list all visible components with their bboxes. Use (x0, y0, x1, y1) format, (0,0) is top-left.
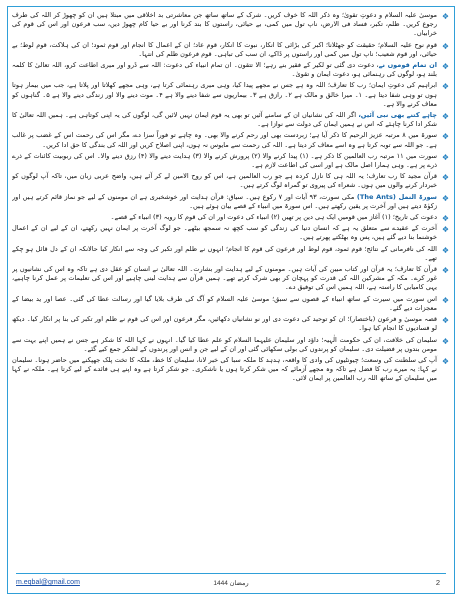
paragraph-item (12, 131, 450, 149)
paragraph-text: قصہ موسیٰ و فرعون (باختصار)؛ ان کو توحید کی دعوت دی اور نو نشانیاں دکھائیں، مگر فرعون اور اس کی قوم نے ظلم اور تکبر کی بنا پر انکار کیا۔ دیکھ لو فسادیوں کا انجام کیا ہوا۔ (12, 315, 437, 333)
paragraph-item (12, 265, 450, 293)
paragraph-heading: سورۃ النمل (The Ants) (356, 192, 437, 201)
paragraph-item (12, 61, 450, 79)
bullet-icon: ❖ (441, 214, 450, 224)
paragraph-text: اللہ کی نافرمانی کے نتائج؛ قوم ثمود، قوم لوط اور فرعون کی قوم کا انجام؛ انہوں نے ظلم اور تکبر کی وجہ سے انکار کیا حالانکہ ان کے دل قائل ہو چکے تھے۔ (12, 244, 437, 262)
paragraph-item (12, 41, 450, 59)
bullet-icon: ❖ (441, 336, 450, 346)
paragraph-item (12, 81, 450, 109)
document-page (7, 6, 455, 594)
bullet-icon: ❖ (441, 316, 450, 326)
paragraph-item (12, 245, 450, 263)
paragraph-item (12, 193, 450, 211)
bullet-icon: ❖ (441, 82, 450, 92)
footer-email-link[interactable]: m.eqbal@gmail.com (16, 579, 80, 586)
paragraph-text: قرآن مجید کا رب تعارف؛ یہ اللہ ہی کا نازل کردہ ہے جو رب العالمین ہے، اس کو روح الامین لے کر آئے ہیں، واضح عربی زبان میں، تاکہ آپ لوگوں کو خبردار کرنے والوں میں ہوں۔ شعراء کی پیروی تو گمراہ لوگ کرتے ہیں۔ (12, 172, 437, 190)
paragraph-text: سورت میں ۱۱ مرتبہ رب العالمین کا ذکر ہے۔ (۱) پیدا کرنے والا (۲) پرورش کرنے والا (۳) ہدایت دینے والا (۴) رزق دینے والا۔ اس کی ربوبیت کائنات کے ذرے ذرے پر ہے۔ وہی ہمارا اصل مالک ہے اور اسی کی اطاعت لازم ہے۔ (12, 151, 437, 170)
paragraph-text: سلیمان کی خلافت، ان کی حکومت الٰہیہ؛ داؤد اور سلیمان علیہما السلام کو علم عطا کیا گیا۔ انہوں نے کہا اللہ کا شکر ہے جس نے ہمیں اپنے بہت سے مومن بندوں پر فضیلت دی۔ سلیمان کو پرندوں کی بولی سکھائی گئی اور ان کے لیے جن و انس اور پرندوں کے لشکر جمع کیے گئے۔ (12, 335, 437, 353)
bullet-icon: ❖ (441, 12, 450, 21)
bullet-icon: ❖ (441, 41, 450, 51)
bullet-icon: ❖ (441, 193, 450, 203)
paragraph-text: آپ کی سلطنت کی وسعت؛ چیونٹیوں کی وادی کا واقعہ، ہدہد کا ملکہ سبا کی خبر لانا، سلیمان کا خط، ملکہ کا تخت پلک جھپکنے میں حاضر ہونا۔ سلیمان نے کہا: یہ میرے رب کا فضل ہے تاکہ وہ مجھے آزمائے کہ میں شکر کرتا ہوں یا ناشکری۔ جو شکر کرتا ہے وہ اپنے ہی فائدے کے لیے کرتا ہے۔ ملکہ نے کہا میں سلیمان کے ساتھ اللہ رب العالمین پر ایمان لائی۔ (12, 355, 437, 383)
paragraph-text: آخرت کے عقیدے سے متعلق یہ ہے کہ انسان دنیا کی زندگی کو سب کچھ نہ سمجھ بیٹھے۔ جو لوگ آخرت پر ایمان نہیں رکھتے، ان کے لیے ان کے اعمال خوشنما بنا دیے گئے ہیں، پس وہ بھٹکتے پھرتے ہیں۔ (12, 224, 437, 242)
paragraph-item (12, 356, 450, 384)
bullet-icon: ❖ (441, 152, 450, 162)
bullet-icon: ❖ (441, 132, 450, 142)
bullet-icon: ❖ (441, 245, 450, 255)
paragraph-text: سورۃ میں ۸ مرتبہ عزیز الرحیم کا ذکر آیا ہے؛ زبردست بھی اور رحم کرنے والا بھی۔ وہ چاہے تو فوراً سزا دے، مگر اس کی رحمت اس کے غضب پر غالب ہے۔ جو اللہ سے توبہ کرتا ہے وہ اسے معاف کر دیتا ہے۔ اللہ کی رحمت سے مایوس نہ ہوں، اپنی اصلاح کریں اور اللہ کی بندگی کا حق ادا کریں۔ (12, 131, 437, 149)
page-number: 2 (435, 578, 440, 587)
paragraph-item (12, 336, 450, 354)
bullet-icon: ❖ (441, 266, 450, 276)
bullet-icon: ❖ (441, 173, 450, 183)
paragraph-text: موسیٰ علیہ السلام و دعوتِ تقویٰ؛ وہ ذکر اللہ کا خوف کریں۔ شرک کے ساتھ ساتھ جن معاشرتی بد اخلاقی میں مبتلا ہیں ان کو چھوڑ کر اللہ کی طرف رجوع کریں۔ ظلم، تکبر، فساد فی الارض، ناپ تول میں کمی، بے حیائی، راستوں کا بند کرنا اور بے حیا کام چھوڑ دیں، سب فرعون اور اس کی قوم کی خرابیاں۔ (12, 11, 437, 38)
paragraph-text: سورۃ النمل (The Ants) مکی سورت، ۹۳ آیات اور ۷ رکوع ہیں۔ سیاق: قرآن ہدایت اور خوشخبری ہے ان مومنوں کے لیے جو نماز قائم کرتے ہیں اور زکوٰۃ دیتے ہیں اور آخرت پر یقین رکھتے ہیں۔ اس سورۃ میں انبیاء کے قصے بیان ہوئے ہیں۔ (12, 192, 437, 210)
bullet-icon: ❖ (441, 112, 450, 122)
bullet-icon: ❖ (441, 225, 450, 235)
paragraph-text: قرآن کا تعارف؛ یہ قرآن اور کتاب مبین کی آیات ہیں۔ مومنوں کے لیے ہدایت اور بشارت۔ اللہ تعالیٰ نے انسان کو عقل دی ہے تاکہ وہ اس کی نشانیوں پر غور کرے۔ مکہ کے مشرکین اللہ کی قدرت کو پہچان کر بھی شرک کرتے تھے۔ ہمیں قرآن سے ہدایت لینی چاہیے اور اس کی تعلیمات پر عمل کرنا چاہیے، یہی کامیابی کا راستہ ہے، اللہ ہمیں اس کی توفیق دے۔ (12, 265, 437, 292)
footer-date: رمضان 1444 (213, 580, 249, 587)
paragraph-text: چاہے کتنے بھی نبی آئیں، اگر اللہ کی نشانیاں ان کے سامنے آئیں تو بھی یہ قوم ایمان نہیں لائیں گی، لوگوں کی یہ اپنی کوتاہی ہے۔ ہمیں اللہ تعالیٰ کا شکر ادا کرنا چاہئے کہ اس نے ہمیں ایمان کی دولت سے نوازا ہے۔ (12, 111, 437, 129)
paragraph-item (12, 315, 450, 333)
paragraph-item (12, 295, 450, 313)
paragraph-text: ان تمام قوموں نے، دعوت دی گئی تو لکیر کے فقیر بنے رہے؛ الا تتقون۔ ان تمام انبیاء کی دعوت: اللہ سے ڈرو اور میری اطاعت کرو، اللہ تعالیٰ کا کلمہ بلند ہو، لوگوں کی رہنمائی ہو، دعوت ایمان و تقویٰ۔ (12, 61, 437, 79)
paragraph-item (12, 213, 450, 222)
document-body (12, 11, 450, 563)
paragraph-item (12, 111, 450, 129)
paragraph-text: قوم نوح علیہ السلام؛ حقیقت کو جھٹلانا؛ اکبر کی بڑائی کا انکار، نبوت کا انکار، قوم عاد؛ ان کے اعمال کا انجام اور قوم ثمود؛ ان کی ہلاکت، قوم لوط؛ بے حیائی، اور قوم شعیب؛ ناپ تول میں کمی اور راستوں پر ڈاکے، ان سب کی تباہی۔ قوم فرعون ظلم کی انتہا۔ (12, 40, 437, 58)
page-footer (8, 567, 454, 593)
paragraph-text: ابراہیم کی دعوتِ ایمان؛ رب کا تعارف؛ اللہ وہ ہے جس نے مجھے پیدا کیا، وہی میری رہنمائی کرتا ہے، وہی مجھے کھلاتا اور پلاتا ہے، جب میں بیمار ہوتا ہوں تو وہی شفا دیتا ہے۔ ۱۔ میرا خالق و مالک ہے ۲۔ رازق ہے ۳۔ بیماریوں سے شفا دینے والا ہے ۴۔ موت دینے والا اور زندگی دینے والا ہے ۵۔ گناہوں کو معاف کرنے والا ہے۔ (12, 81, 437, 108)
footer-divider (16, 573, 446, 574)
paragraph-item (12, 11, 450, 39)
paragraph-item (12, 172, 450, 190)
paragraph-text: اس سورت میں سیرت کے ساتھ انبیاء کے قصوں سے سبق؛ موسیٰ علیہ السلام کو آگ کی طرف بلایا گیا اور رسالت عطا کی گئی۔ عصا اور ید بیضا کے معجزات دیے گئے۔ (12, 294, 437, 312)
bullet-icon: ❖ (441, 356, 450, 366)
paragraph-item (12, 152, 450, 170)
paragraph-text: دعوت کی تاریخ؛ (۱) آغاز میں قومیں ایک ہی دین پر تھیں (۲) انبیاء کی دعوت اور ان کی قوم کا رویہ (۳) انبیاء کے قصے۔ (110, 213, 437, 222)
bullet-icon: ❖ (441, 295, 450, 305)
bullet-icon: ❖ (441, 62, 450, 72)
paragraph-item (12, 224, 450, 242)
paragraph-heading: چاہے کتنے بھی نبی آئیں، (358, 111, 437, 120)
paragraph-heading: ان تمام قوموں نے (378, 61, 437, 70)
